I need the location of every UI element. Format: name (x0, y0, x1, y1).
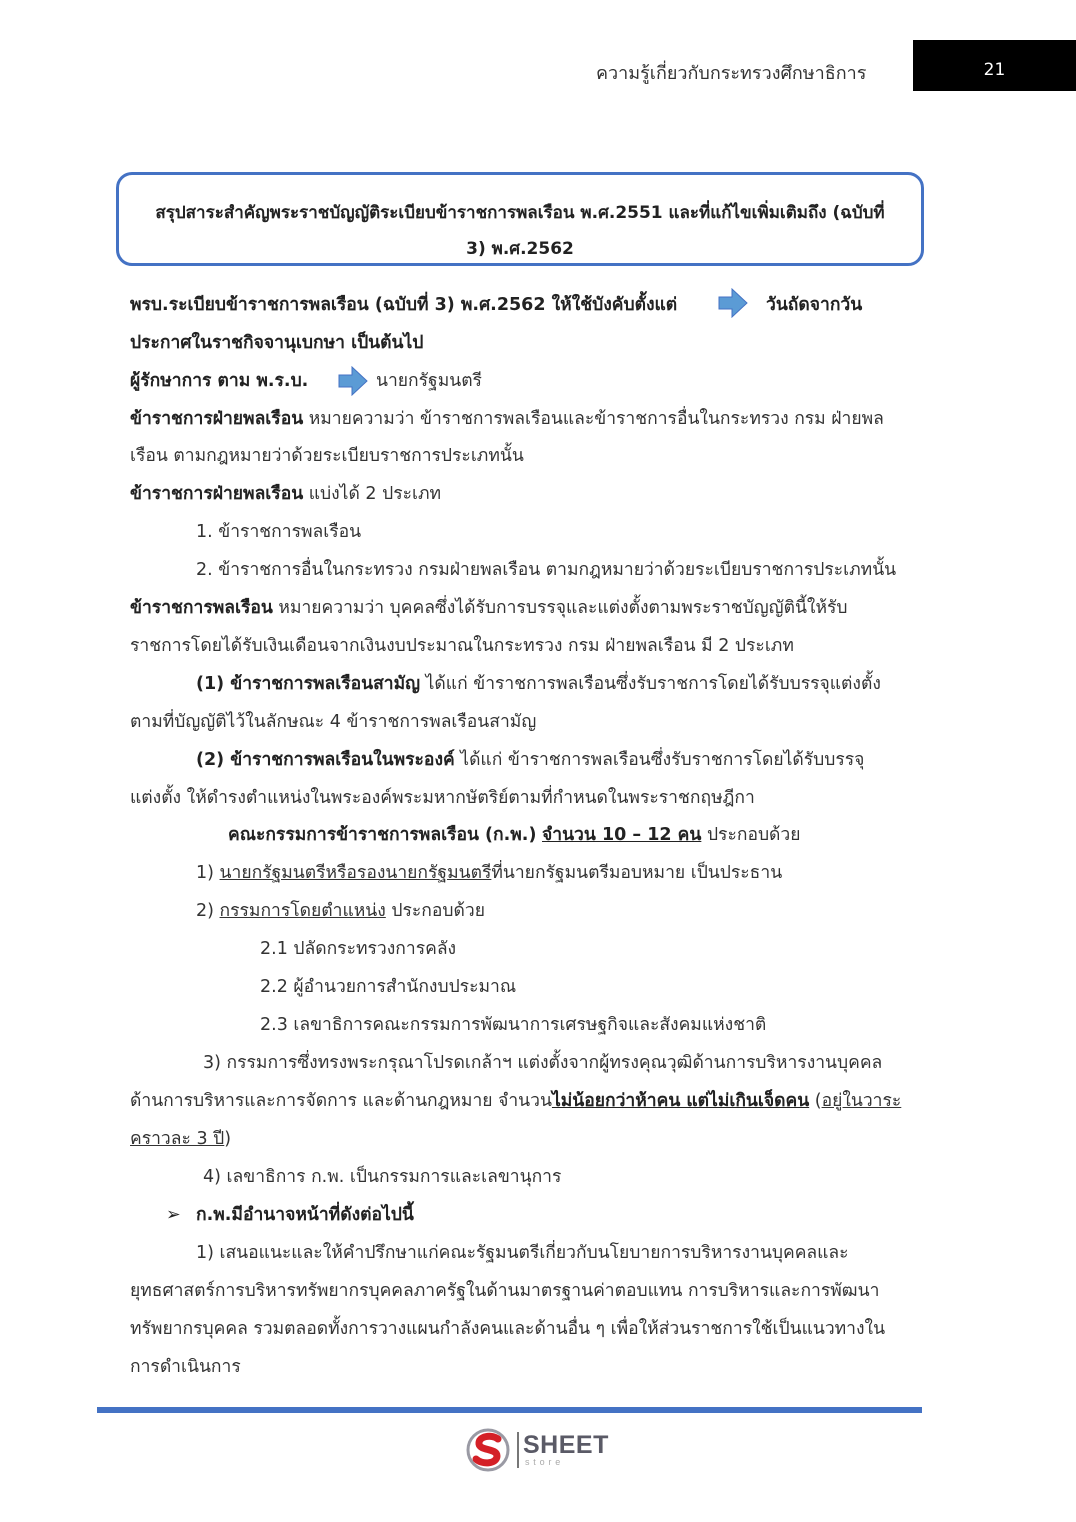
duty-item-cont: การดำเนินการ (130, 1357, 241, 1377)
text: ได้แก่ ข้าราชการพลเรือนซึ่งรับราชการโดยได้รับบรรจุ (454, 750, 865, 770)
act-custodian-label: ผู้รักษาการ ตาม พ.ร.บ. (130, 371, 309, 391)
list-item: 2. ข้าราชการอื่นในกระทรวง กรมฝ่ายพลเรือน ตามกฎหมายว่าด้วยระเบียบราชการประเภทนั้น (196, 560, 897, 580)
page-number-box (913, 40, 1076, 91)
text: ประกอบด้วย (706, 825, 801, 845)
act-custodian-value: นายกรัฐมนตรี (376, 371, 482, 391)
logo-text: SHEET (523, 1431, 609, 1459)
logo-separator (517, 1432, 519, 1468)
sheet-store-logo (466, 1428, 616, 1472)
ocsc-committee-heading (228, 822, 801, 848)
sheet-store-logo-icon (466, 1428, 512, 1472)
definition-cont: ราชการโดยได้รับเงินเดือนจากเงินงบประมาณในกระทรวง กรม ฝ่ายพลเรือน มี 2 ประเภท (130, 636, 794, 656)
logo-subtext: store (525, 1457, 565, 1467)
type-royal (196, 747, 864, 773)
list-item: 2) กรรมการโดยตำแหน่ง ประกอบด้วย (196, 901, 485, 921)
bullet-icon: ➢ (166, 1205, 181, 1225)
title-line-2: 3) พ.ศ.2562 (466, 239, 574, 259)
qualified-count: ไม่น้อยกว่าห้าคน แต่ไม่เกินเจ็ดคน (551, 1091, 810, 1111)
list-item: 1) นายกรัฐมนตรีหรือรองนายกรัฐมนตรีที่นายกรัฐมนตรีมอบหมาย เป็นประธาน (196, 863, 783, 883)
term: ข้าราชการฝ่ายพลเรือน (130, 409, 304, 429)
effective-date-value: วันถัดจากวัน (766, 295, 863, 315)
running-header-title: ความรู้เกี่ยวกับกระทรวงศึกษาธิการ (596, 63, 867, 84)
duty-item: 1) เสนอแนะและให้คำปรึกษาแก่คณะรัฐมนตรีเกี่ยวกับนโยบายการบริหารงานบุคคลและ (196, 1243, 849, 1263)
term-length: คราวละ 3 ปี (130, 1129, 225, 1149)
page-number: 21 (983, 60, 1006, 80)
list-item-cont: คราวละ 3 ปี) (130, 1129, 232, 1149)
effective-date-cont: ประกาศในราชกิจจานุเบกษา เป็นต้นไป (130, 333, 424, 353)
definition: หมายความว่า บุคคลซึ่งได้รับการบรรจุและแต่งตั้งตามพระราชบัญญัตินี้ให้รับ (272, 598, 848, 618)
definition-civil-servant-side (130, 406, 884, 432)
term: คณะกรรมการข้าราชการพลเรือน (ก.พ.) (228, 825, 537, 845)
term: (1) ข้าราชการพลเรือนสามัญ (196, 674, 421, 694)
duty-item-cont: ทรัพยากรบุคคล รวมตลอดทั้งการวางแผนกำลังคนและด้านอื่น ๆ เพื่อให้ส่วนราชการใช้เป็นแนวทางใน (130, 1319, 886, 1339)
list-item: 3) กรรมการซึ่งทรงพระกรุณาโปรดเกล้าฯ แต่งตั้งจากผู้ทรงคุณวุฒิด้านการบริหารงานบุคคล (203, 1053, 883, 1073)
list-item: 2.2 ผู้อำนวยการสำนักงบประมาณ (260, 977, 517, 997)
title-line-1: สรุปสาระสำคัญพระราชบัญญัติระเบียบข้าราชการพลเรือน พ.ศ.2551 และที่แก้ไขเพิ่มเติมถึง (ฉบับที่ (155, 203, 885, 223)
arrow-right-icon (338, 366, 368, 396)
type-ordinary-cont: ตามที่บัญญัติไว้ในลักษณะ 4 ข้าราชการพลเรือนสามัญ (130, 712, 537, 732)
text: แบ่งได้ 2 ประเภท (303, 484, 442, 504)
term-length: อยู่ในวาระ (821, 1091, 902, 1111)
duty-item-cont: ยุทธศาสตร์การบริหารทรัพยากรบุคคลภาครัฐในด้านมาตรฐานค่าตอบแทน การบริหารและการพัฒนา (130, 1281, 880, 1301)
definition-civil-servant (130, 595, 848, 621)
type-royal-cont: แต่งตั้ง ให้ดำรงตำแหน่งในพระองค์พระมหากษัตริย์ตามที่กำหนดในพระราชกฤษฎีกา (130, 788, 755, 808)
civil-servant-types-heading (130, 481, 441, 507)
list-item-cont: ด้านการบริหารและการจัดการ และด้านกฎหมาย จำนวนไม่น้อยกว่าห้าคน แต่ไม่เกินเจ็ดคน (อยู่ในวาระ (130, 1091, 902, 1111)
ex-officio: กรรมการโดยตำแหน่ง (219, 901, 386, 921)
term: (2) ข้าราชการพลเรือนในพระองค์ (196, 750, 455, 770)
ocsc-duties-heading: ก.พ.มีอำนาจหน้าที่ดังต่อไปนี้ (196, 1205, 414, 1225)
text: ได้แก่ ข้าราชการพลเรือนซึ่งรับราชการโดยได้รับบรรจุแต่งตั้ง (420, 674, 881, 694)
definition: หมายความว่า ข้าราชการพลเรือนและข้าราชการอื่นในกระทรวง กรม ฝ่ายพล (303, 409, 884, 429)
summary-title-box (116, 172, 924, 266)
list-item: 2.1 ปลัดกระทรวงการคลัง (260, 939, 457, 959)
term: ข้าราชการฝ่ายพลเรือน (130, 484, 304, 504)
type-ordinary (196, 671, 881, 697)
list-item: 2.3 เลขาธิการคณะกรรมการพัฒนาการเศรษฐกิจและสังคมแห่งชาติ (260, 1015, 767, 1035)
chairman: นายกรัฐมนตรีหรือรองนายกรัฐมนตรี (219, 863, 492, 883)
member-count: จำนวน 10 – 12 คน (542, 825, 702, 845)
arrow-right-icon (718, 288, 748, 318)
term: ข้าราชการพลเรือน (130, 598, 273, 618)
footer-rule (97, 1407, 922, 1413)
list-item: 1. ข้าราชการพลเรือน (196, 522, 362, 542)
effective-date-text: พรบ.ระเบียบข้าราชการพลเรือน (ฉบับที่ 3) พ.ศ.2562 ให้ใช้บังคับตั้งแต่ (130, 295, 678, 315)
definition-cont: เรือน ตามกฎหมายว่าด้วยระเบียบราชการประเภทนั้น (130, 446, 524, 466)
list-item: 4) เลขาธิการ ก.พ. เป็นกรรมการและเลขานุการ (203, 1167, 562, 1187)
